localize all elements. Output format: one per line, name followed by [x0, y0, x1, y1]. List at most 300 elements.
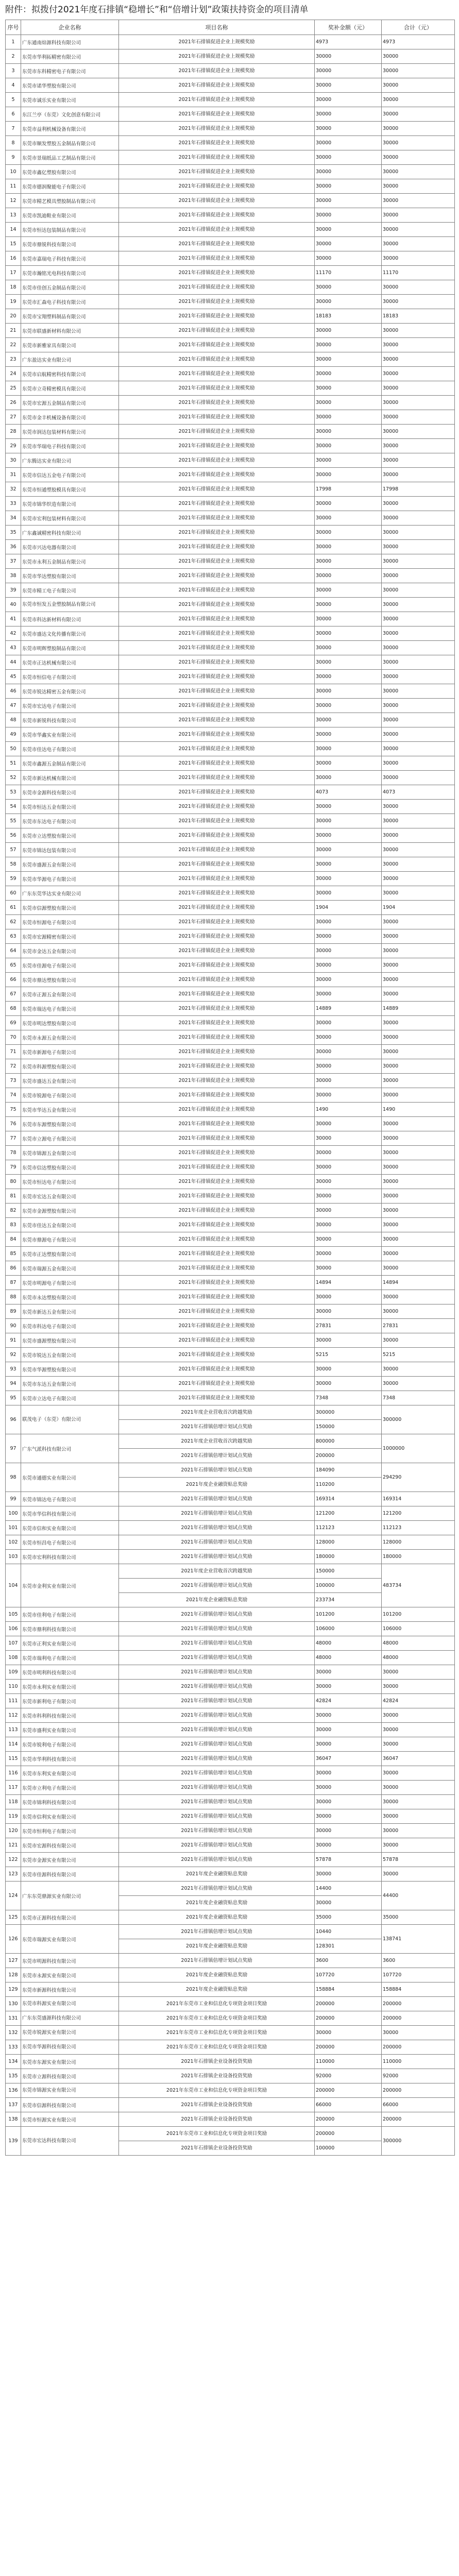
row-company: 东莞市新雅家具有限公司: [21, 338, 119, 352]
row-project: 2021年石排镇促进企业上规模奖励: [119, 208, 315, 223]
row-project: 2021年石排镇促进企业上规模奖励: [119, 266, 315, 280]
row-project: 2021年石排镇倍增计划试点奖励: [119, 1781, 315, 1795]
table-row: [6, 2011, 455, 2026]
row-total: 30000: [382, 2026, 455, 2040]
row-seq: 39: [6, 583, 21, 598]
row-company: 东莞市盛达五金有限公司: [21, 1074, 119, 1088]
row-total: 30000: [382, 49, 455, 64]
row-project: 2021年石排镇促进企业上规模奖励: [119, 1074, 315, 1088]
row-project: 2021年石排镇促进企业上规模奖励: [119, 843, 315, 857]
row-project: 2021年石排镇倍增计划试点奖励: [119, 1838, 315, 1853]
row-project: 2021年石排镇促进企业上规模奖励: [119, 756, 315, 771]
row-total: 158884: [382, 1982, 455, 1997]
row-project: 2021年石排镇促进企业上规模奖励: [119, 295, 315, 309]
document-title: 附件：拟拨付2021年度石排镇“稳增长”和“倍增计划”政策扶持资金的项目清单: [5, 5, 309, 15]
table-row: [6, 453, 455, 468]
row-project: 2021年石排镇促进企业上规模奖励: [119, 410, 315, 425]
row-total: 4073: [382, 785, 455, 800]
row-seq: 135: [6, 2069, 21, 2083]
row-seq: 42: [6, 626, 21, 641]
row-seq: 45: [6, 670, 21, 684]
row-amount: 30000: [315, 670, 382, 684]
row-company: 东莞市华利科技有限公司: [21, 1752, 119, 1766]
row-amount: 30000: [315, 93, 382, 107]
row-amount: 30000: [315, 929, 382, 944]
row-total: 4973: [382, 35, 455, 49]
row-project: 2021年石排镇促进企业上规模奖励: [119, 814, 315, 828]
row-amount: 30000: [315, 1204, 382, 1218]
row-company: 东莞市兴达电器有限公司: [21, 540, 119, 554]
table-row: [6, 1030, 455, 1045]
table-row: [6, 1189, 455, 1204]
row-seq: 71: [6, 1045, 21, 1059]
table-row: [6, 626, 455, 641]
row-total: 30000: [382, 208, 455, 223]
row-seq: 79: [6, 1160, 21, 1175]
table-row: [6, 1261, 455, 1276]
row-amount: 30000: [315, 1146, 382, 1160]
table-row: [6, 1636, 455, 1651]
row-project: 2021年石排镇企业设备投资奖励: [119, 2098, 315, 2112]
row-total: 30000: [382, 973, 455, 987]
row-project: 2021年石排镇促进企业上规模奖励: [119, 699, 315, 713]
row-seq: 32: [6, 482, 21, 497]
table-row: [6, 1910, 455, 1925]
table-row: [6, 2040, 455, 2055]
row-total: 30000: [382, 150, 455, 165]
row-total: 30000: [382, 814, 455, 828]
row-project: 2021年石排镇倍增计划试点奖励: [119, 1449, 315, 1463]
table-row: [6, 1564, 455, 1579]
row-seq: 101: [6, 1521, 21, 1535]
row-seq: 81: [6, 1189, 21, 1204]
row-company: 东莞市宏源精密有限公司: [21, 929, 119, 944]
row-project: 2021年石排镇促进企业上规模奖励: [119, 179, 315, 194]
row-company: 东莞市恒源电子有限公司: [21, 915, 119, 929]
row-amount: 30000: [315, 410, 382, 425]
row-project: 2021年石排镇促进企业上规模奖励: [119, 727, 315, 742]
row-amount: 110200: [315, 1478, 382, 1492]
row-project: 2021年东莞市工业和信息化专项资金项目奖励: [119, 1997, 315, 2011]
row-seq: 132: [6, 2026, 21, 2040]
row-amount: 30000: [315, 381, 382, 396]
row-seq: 11: [6, 179, 21, 194]
row-company: 东莞市华鑫实业有限公司: [21, 727, 119, 742]
table-row: [6, 800, 455, 814]
row-project: 2021年石排镇促进企业上规模奖励: [119, 742, 315, 756]
row-seq: 67: [6, 987, 21, 1002]
row-seq: 52: [6, 771, 21, 785]
row-amount: 30000: [315, 915, 382, 929]
row-amount: 30000: [315, 179, 382, 194]
row-total: 30000: [382, 987, 455, 1002]
row-seq: 36: [6, 540, 21, 554]
row-total: 200000: [382, 2040, 455, 2055]
row-seq: 24: [6, 367, 21, 381]
row-total: 30000: [382, 1204, 455, 1218]
row-project: 2021年石排镇倍增计划试点奖励: [119, 1636, 315, 1651]
table-row: [6, 1492, 455, 1506]
row-amount: 30000: [315, 1838, 382, 1853]
row-project: 2021年石排镇促进企业上规模奖励: [119, 122, 315, 136]
row-project: 2021年石排镇促进企业上规模奖励: [119, 973, 315, 987]
table-row: [6, 1218, 455, 1232]
row-seq: 73: [6, 1074, 21, 1088]
row-company: 东莞市新源科技有限公司: [21, 1982, 119, 1997]
row-project: 2021年石排镇倍增计划试点奖励: [119, 1651, 315, 1665]
row-company: 东莞市宝翔塑料制品有限公司: [21, 309, 119, 324]
row-total: 300000: [382, 1405, 455, 1434]
table-row: [6, 958, 455, 973]
row-total: 30000: [382, 1030, 455, 1045]
row-seq: 30: [6, 453, 21, 468]
row-seq: 123: [6, 1867, 21, 1882]
row-total: 30000: [382, 641, 455, 655]
table-row: [6, 1651, 455, 1665]
row-company: 联茂电子（东莞）有限公司: [21, 1405, 119, 1434]
table-row: [6, 1131, 455, 1146]
row-project: 2021年石排镇促进企业上规模奖励: [119, 1045, 315, 1059]
row-project: 2021年石排镇促进企业上规模奖励: [119, 511, 315, 526]
row-seq: 116: [6, 1766, 21, 1781]
row-company: 东莞市科源实业有限公司: [21, 1997, 119, 2011]
row-seq: 27: [6, 410, 21, 425]
row-amount: 30000: [315, 295, 382, 309]
row-amount: 48000: [315, 1651, 382, 1665]
header-seq: 序号: [6, 20, 21, 35]
row-amount: 200000: [315, 2127, 382, 2141]
row-total: 112123: [382, 1521, 455, 1535]
row-project: 2021年石排镇促进企业上规模奖励: [119, 93, 315, 107]
row-project: 2021年石排镇促进企业上规模奖励: [119, 554, 315, 569]
row-company: 东莞市锦利科技有限公司: [21, 1795, 119, 1809]
row-seq: 44: [6, 655, 21, 670]
row-project: 2021年石排镇促进企业上规模奖励: [119, 771, 315, 785]
table-row: [6, 1737, 455, 1752]
table-row: [6, 713, 455, 727]
row-seq: 122: [6, 1853, 21, 1867]
row-seq: 53: [6, 785, 21, 800]
row-total: 30000: [382, 468, 455, 482]
row-project: 2021年度企业融资贴息奖励: [119, 1867, 315, 1882]
row-company: 东莞市宏利科技有限公司: [21, 1550, 119, 1564]
table-row: [6, 1074, 455, 1088]
row-total: 30000: [382, 352, 455, 367]
row-company: 东莞市锐达精密五金有限公司: [21, 684, 119, 699]
row-company: 东莞市恒源实业有限公司: [21, 2112, 119, 2127]
row-seq: 88: [6, 1290, 21, 1304]
row-total: 106000: [382, 1622, 455, 1636]
table-row: [6, 324, 455, 338]
row-company: 东莞市明源电子有限公司: [21, 1276, 119, 1290]
row-seq: 35: [6, 526, 21, 540]
row-total: 42824: [382, 1694, 455, 1708]
row-company: 东莞市佳利电子有限公司: [21, 1607, 119, 1622]
row-amount: 30000: [315, 554, 382, 569]
row-project: 2021年石排镇促进企业上规模奖励: [119, 958, 315, 973]
row-company: 东莞市锐利电子有限公司: [21, 1737, 119, 1752]
row-project: 2021年石排镇促进企业上规模奖励: [119, 569, 315, 583]
row-company: 东莞市精艺模具塑胶制品有限公司: [21, 194, 119, 208]
row-project: 2021年石排镇促进企业上规模奖励: [119, 1002, 315, 1016]
table-row: [6, 569, 455, 583]
row-amount: 10440: [315, 1925, 382, 1939]
row-seq: 55: [6, 814, 21, 828]
row-total: 30000: [382, 540, 455, 554]
row-total: 30000: [382, 958, 455, 973]
row-company: 东莞市华源电子有限公司: [21, 872, 119, 886]
row-amount: 30000: [315, 1824, 382, 1838]
row-company: 东莞市立利电子有限公司: [21, 1781, 119, 1795]
row-project: 2021年石排镇促进企业上规模奖励: [119, 1146, 315, 1160]
row-amount: 200000: [315, 2011, 382, 2026]
row-total: 30000: [382, 107, 455, 122]
row-amount: 42824: [315, 1694, 382, 1708]
row-company: 东莞市金达五金有限公司: [21, 944, 119, 958]
row-company: 东莞市信利实业有限公司: [21, 1809, 119, 1824]
table-row: [6, 1766, 455, 1781]
row-company: 东莞市信源科技有限公司: [21, 2098, 119, 2112]
row-company: 东莞市锦达包装有限公司: [21, 843, 119, 857]
row-company: 东莞市金丰机械设备有限公司: [21, 410, 119, 425]
row-seq: 111: [6, 1694, 21, 1708]
table-row: [6, 1175, 455, 1189]
row-total: 30000: [382, 78, 455, 93]
row-project: 2021年石排镇倍增计划试点奖励: [119, 1723, 315, 1737]
row-total: 30000: [382, 93, 455, 107]
row-project: 2021年度企业融资贴息奖励: [119, 1896, 315, 1910]
row-amount: 169314: [315, 1492, 382, 1506]
row-total: 110000: [382, 2055, 455, 2069]
row-project: 2021年度企业融资贴息奖励: [119, 1939, 315, 1954]
row-total: 30000: [382, 626, 455, 641]
row-seq: 105: [6, 1607, 21, 1622]
row-total: 30000: [382, 251, 455, 266]
table-row: [6, 64, 455, 78]
row-total: 30000: [382, 511, 455, 526]
table-row: [6, 641, 455, 655]
row-company: 东莞市盛源五金有限公司: [21, 857, 119, 872]
row-seq: 7: [6, 122, 21, 136]
table-row: [6, 2112, 455, 2127]
table-row: [6, 1795, 455, 1809]
row-amount: 30000: [315, 828, 382, 843]
row-company: 东莞市华达塑胶有限公司: [21, 569, 119, 583]
row-total: 5215: [382, 1348, 455, 1362]
row-seq: 130: [6, 1997, 21, 2011]
row-seq: 50: [6, 742, 21, 756]
row-company: 东莞市华达五金有限公司: [21, 1103, 119, 1117]
row-project: 2021年东莞市工业和信息化专项资金项目奖励: [119, 2011, 315, 2026]
row-company: 东莞市东达电子有限公司: [21, 814, 119, 828]
row-seq: 46: [6, 684, 21, 699]
row-project: 2021年石排镇促进企业上规模奖励: [119, 439, 315, 453]
row-project: 2021年石排镇促进企业上规模奖励: [119, 194, 315, 208]
row-seq: 107: [6, 1636, 21, 1651]
row-company: 东莞市瑞利电子有限公司: [21, 1651, 119, 1665]
row-seq: 84: [6, 1232, 21, 1247]
row-amount: 30000: [315, 742, 382, 756]
row-amount: 30000: [315, 136, 382, 150]
row-seq: 110: [6, 1680, 21, 1694]
row-amount: 30000: [315, 1290, 382, 1304]
row-amount: 30000: [315, 439, 382, 453]
row-amount: 30000: [315, 1665, 382, 1680]
row-amount: 101200: [315, 1607, 382, 1622]
row-company: 东莞市立源科技有限公司: [21, 2069, 119, 2083]
row-project: 2021年石排镇倍增计划试点奖励: [119, 1680, 315, 1694]
row-seq: 41: [6, 612, 21, 626]
row-total: 30000: [382, 1117, 455, 1131]
row-project: 2021年石排镇促进企业上规模奖励: [119, 670, 315, 684]
row-total: 30000: [382, 367, 455, 381]
table-row: [6, 1463, 455, 1478]
row-company: 东莞市恒通塑胶模具有限公司: [21, 482, 119, 497]
row-seq: 86: [6, 1261, 21, 1276]
row-seq: 28: [6, 425, 21, 439]
row-company: 东莞市汇森电子科技有限公司: [21, 295, 119, 309]
row-project: 2021年石排镇企业设备投资奖励: [119, 2069, 315, 2083]
row-amount: 30000: [315, 756, 382, 771]
row-project: 2021年石排镇促进企业上规模奖励: [119, 1160, 315, 1175]
table-row: [6, 915, 455, 929]
table-row: [6, 1867, 455, 1882]
row-project: 2021年石排镇促进企业上规模奖励: [119, 1088, 315, 1103]
row-total: 7348: [382, 1391, 455, 1405]
row-project: 2021年石排镇倍增计划试点奖励: [119, 1535, 315, 1550]
row-seq: 99: [6, 1492, 21, 1506]
row-seq: 66: [6, 973, 21, 987]
row-amount: 30000: [315, 814, 382, 828]
row-project: 2021年石排镇促进企业上规模奖励: [119, 35, 315, 49]
row-amount: 1490: [315, 1103, 382, 1117]
row-seq: 95: [6, 1391, 21, 1405]
row-total: 30000: [382, 1261, 455, 1276]
row-company: 东莞市佳源电子有限公司: [21, 958, 119, 973]
row-amount: 200000: [315, 1449, 382, 1463]
row-company: 广东腾达实业有限公司: [21, 453, 119, 468]
row-seq: 70: [6, 1030, 21, 1045]
row-company: 东莞市科达新材料有限公司: [21, 612, 119, 626]
table-row: [6, 2069, 455, 2083]
row-company: 东莞市金利实业有限公司: [21, 1564, 119, 1607]
table-row: [6, 150, 455, 165]
row-amount: 30000: [315, 2026, 382, 2040]
table-row: [6, 1146, 455, 1160]
row-company: 东莞市华源科技有限公司: [21, 2040, 119, 2055]
row-amount: 30000: [315, 958, 382, 973]
row-total: 57878: [382, 1853, 455, 1867]
row-amount: 30000: [315, 641, 382, 655]
row-company: 东莞市信源塑胶有限公司: [21, 901, 119, 915]
row-amount: 30000: [315, 612, 382, 626]
row-total: 30000: [382, 1708, 455, 1723]
row-project: 2021年石排镇促进企业上规模奖励: [119, 713, 315, 727]
row-company: 东莞市佳达五金有限公司: [21, 1218, 119, 1232]
row-project: 2021年石排镇倍增计划试点奖励: [119, 1766, 315, 1781]
table-row: [6, 410, 455, 425]
row-project: 2021年石排镇促进企业上规模奖励: [119, 1131, 315, 1146]
row-company: 东莞市东源塑胶有限公司: [21, 1117, 119, 1131]
row-company: 东莞市锦源实业有限公司: [21, 2083, 119, 2098]
row-seq: 131: [6, 2011, 21, 2026]
row-amount: 30000: [315, 425, 382, 439]
row-amount: 30000: [315, 1059, 382, 1074]
table-row: [6, 1968, 455, 1982]
row-amount: 30000: [315, 150, 382, 165]
row-seq: 1: [6, 35, 21, 49]
row-company: 东莞市鼎源电子有限公司: [21, 1232, 119, 1247]
row-amount: 30000: [315, 1781, 382, 1795]
row-total: 200000: [382, 1997, 455, 2011]
row-company: 东莞市凯迪鞋业有限公司: [21, 208, 119, 223]
row-seq: 129: [6, 1982, 21, 1997]
row-amount: 30000: [315, 973, 382, 987]
table-row: [6, 367, 455, 381]
table-row: [6, 1824, 455, 1838]
row-project: 2021年石排镇促进企业上规模奖励: [119, 1362, 315, 1377]
table-row: [6, 670, 455, 684]
row-seq: 4: [6, 78, 21, 93]
row-company: 东莞市顺发塑胶五金制品有限公司: [21, 136, 119, 150]
row-total: 30000: [382, 684, 455, 699]
table-row: [6, 468, 455, 482]
table-row: [6, 886, 455, 901]
row-seq: 57: [6, 843, 21, 857]
row-project: 2021年石排镇促进企业上规模奖励: [119, 655, 315, 670]
row-seq: 2: [6, 49, 21, 64]
row-amount: 30000: [315, 468, 382, 482]
row-amount: 200000: [315, 1997, 382, 2011]
row-total: 30000: [382, 237, 455, 251]
row-amount: 5215: [315, 1348, 382, 1362]
row-seq: 47: [6, 699, 21, 713]
table-row: [6, 1016, 455, 1030]
row-seq: 37: [6, 554, 21, 569]
row-amount: 30000: [315, 1737, 382, 1752]
row-seq: 16: [6, 251, 21, 266]
row-project: 2021年石排镇促进企业上规模奖励: [119, 886, 315, 901]
row-seq: 137: [6, 2098, 21, 2112]
table-row: [6, 1838, 455, 1853]
row-total: 30000: [382, 554, 455, 569]
row-company: 东莞市明源科技有限公司: [21, 1954, 119, 1968]
row-project: 2021年石排镇促进企业上规模奖励: [119, 223, 315, 237]
row-project: 2021年石排镇促进企业上规模奖励: [119, 987, 315, 1002]
row-company: 东莞市东利实业有限公司: [21, 1766, 119, 1781]
row-total: 30000: [382, 1247, 455, 1261]
table-row: [6, 1925, 455, 1939]
row-company: 东莞市科达电子有限公司: [21, 1319, 119, 1333]
row-total: 30000: [382, 410, 455, 425]
row-project: 2021年石排镇企业设备投资奖励: [119, 2055, 315, 2069]
row-company: 东莞市恒达五金有限公司: [21, 800, 119, 814]
row-total: 30000: [382, 727, 455, 742]
row-company: 东莞市新达机械有限公司: [21, 771, 119, 785]
row-total: 30000: [382, 1680, 455, 1694]
row-amount: 30000: [315, 1175, 382, 1189]
row-total: 169314: [382, 1492, 455, 1506]
row-project: 2021年石排镇企业设备投资奖励: [119, 2141, 315, 2156]
row-project: 2021年石排镇促进企业上规模奖励: [119, 381, 315, 396]
table-row: [6, 1059, 455, 1074]
row-project: 2021年石排镇倍增计划试点奖励: [119, 1925, 315, 1939]
row-project: 2021年石排镇促进企业上规模奖励: [119, 800, 315, 814]
row-seq: 119: [6, 1809, 21, 1824]
row-company: 东莞市恒昌电子有限公司: [21, 1535, 119, 1550]
table-row: [6, 699, 455, 713]
row-amount: 18183: [315, 309, 382, 324]
